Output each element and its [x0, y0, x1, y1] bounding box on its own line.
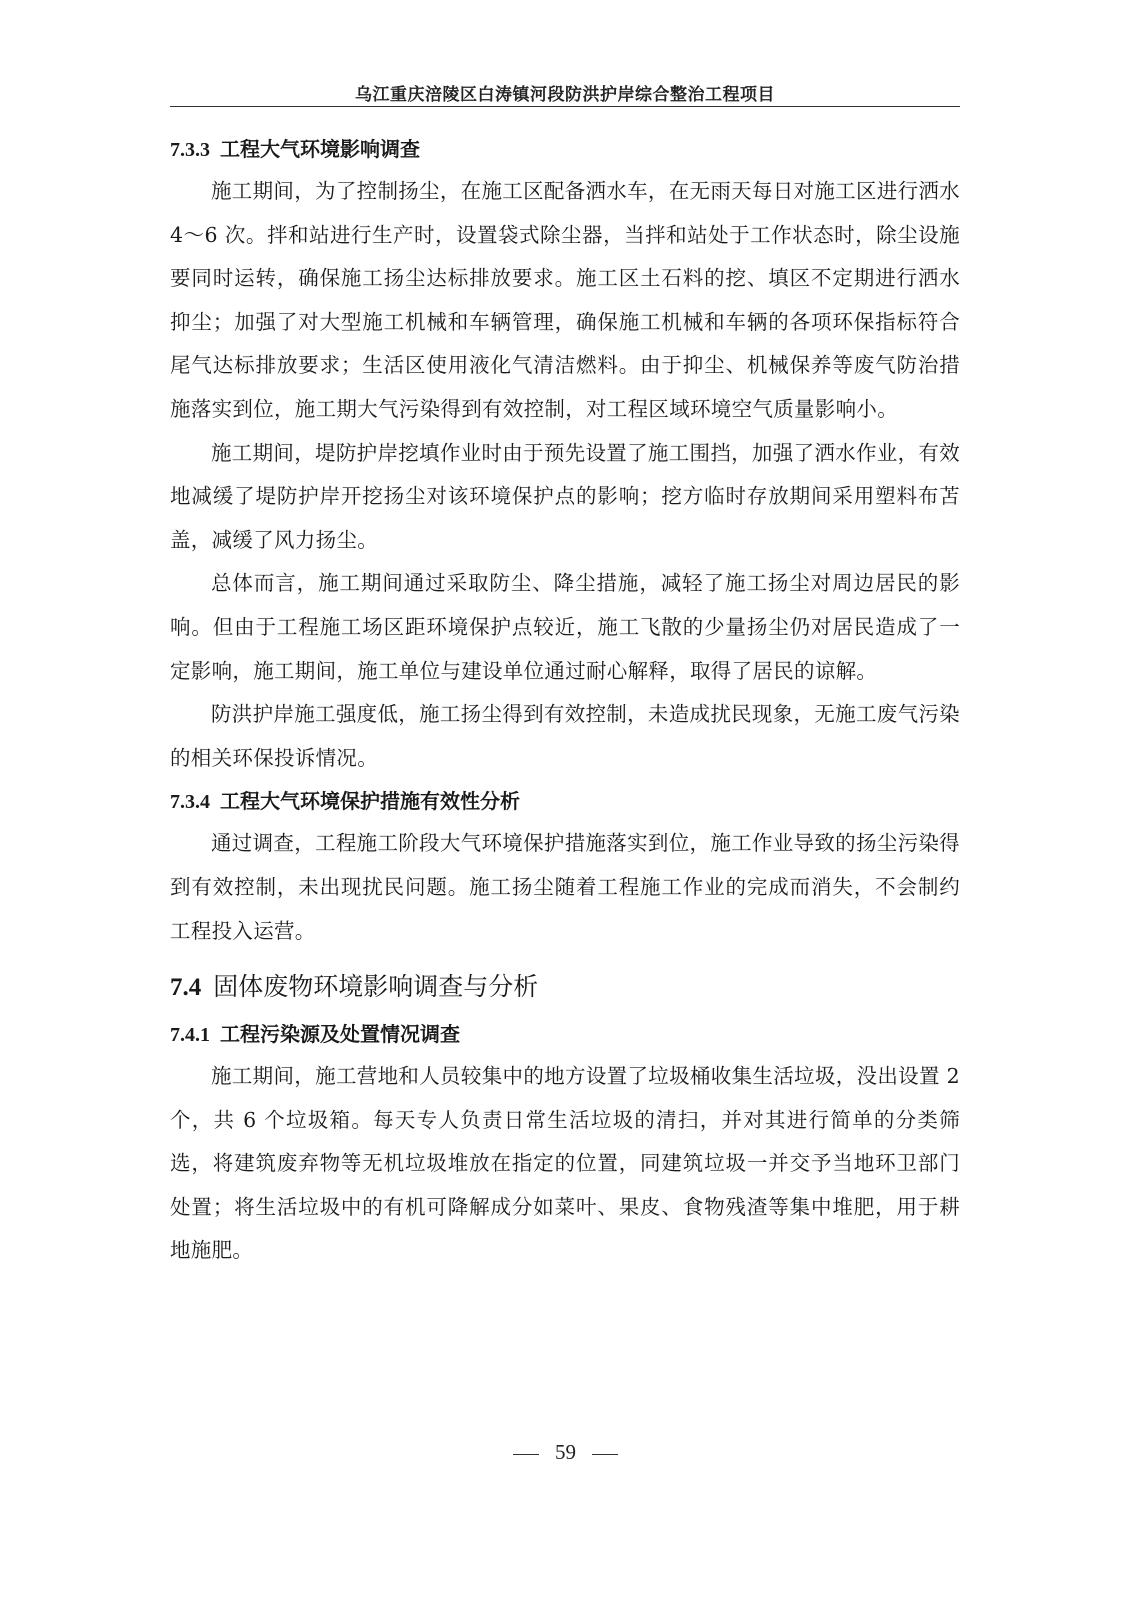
- section-number: 7.3.3: [170, 139, 210, 161]
- paragraph: 总体而言，施工期间通过采取防尘、降尘措施，减轻了施工扬尘对周边居民的影响。但由于工程施工场区距环境保护点较近，施工飞散的少量扬尘仍对居民造成了一定影响，施工期间，施工单位与建设单位通过耐心解释，取得了居民的谅解。: [170, 571, 960, 683]
- section-number: 7.3.4: [170, 791, 210, 814]
- running-header: 乌江重庆涪陵区白涛镇河段防洪护岸综合整治工程项目: [355, 85, 775, 105]
- paragraph: 通过调查，工程施工阶段大气环境保护措施落实到位，施工作业导致的扬尘污染得到有效控制，未出现扰民问题。施工扬尘随着工程施工作业的完成而消失，不会制约工程投入运营。: [170, 831, 960, 943]
- section-heading-7-3-4: [170, 780, 960, 822]
- footer-dash-left: [513, 1454, 539, 1455]
- page-number: 59: [555, 1440, 576, 1464]
- section-title: 工程污染源及处置情况调查: [220, 1022, 460, 1047]
- header-rule: [170, 106, 960, 107]
- section-title: 固体废物环境影响调查与分析: [213, 972, 539, 1002]
- paragraph: 施工期间，为了控制扬尘，在施工区配备洒水车，在无雨天每日对施工区进行洒水 4～6 次。拌和站进行生产时，设置袋式除尘器，当拌和站处于工作状态时，除尘设施要同时运转，确保施工扬尘达标排放要求。施工区土石料的挖、填区不定期进行洒水抑尘；加强了对大型施工机械和车辆管理，确保施工机械和车辆的各项环保指标符合尾气达标排放要求；生活区使用液化气清洁燃料。由于抑尘、机械保养等废气防治措施落实到位，施工期大气污染得到有效控制，对工程区域环境空气质量影响小。: [170, 179, 960, 421]
- section-title: 工程大气环境保护措施有效性分析: [220, 789, 520, 814]
- page-footer: [0, 1440, 1131, 1465]
- footer-dash-right: [592, 1454, 618, 1455]
- paragraph: 施工期间，施工营地和人员较集中的地方设置了垃圾桶收集生活垃圾，没出设置 2 个，共 6 个垃圾箱。每天专人负责日常生活垃圾的清扫，并对其进行简单的分类筛选，将建筑废弃物等无机垃圾堆放在指定的位置，同建筑垃圾一并交予当地环卫部门处置；将生活垃圾中的有机可降解成分如菜叶、果皮、食物残渣等集中堆肥，用于耕地施肥。: [170, 1064, 960, 1263]
- paragraph: 施工期间，堤防护岸挖填作业时由于预先设置了施工围挡，加强了洒水作业，有效地减缓了堤防护岸开挖扬尘对该环境保护点的影响；挖方临时存放期间采用塑料布苫盖，减缓了风力扬尘。: [170, 440, 960, 552]
- page-body: [170, 128, 960, 1273]
- section-heading-7-3-3: [170, 128, 960, 170]
- paragraph: 防洪护岸施工强度低，施工扬尘得到有效控制，未造成扰民现象，无施工废气污染的相关环保投诉情况。: [170, 702, 960, 770]
- section-title: 工程大气环境影响调查: [220, 137, 420, 161]
- section-number: 7.4: [170, 974, 202, 1002]
- section-heading-7-4-1: [170, 1013, 960, 1055]
- section-heading-7-4: [170, 961, 960, 1013]
- section-number: 7.4.1: [170, 1024, 210, 1047]
